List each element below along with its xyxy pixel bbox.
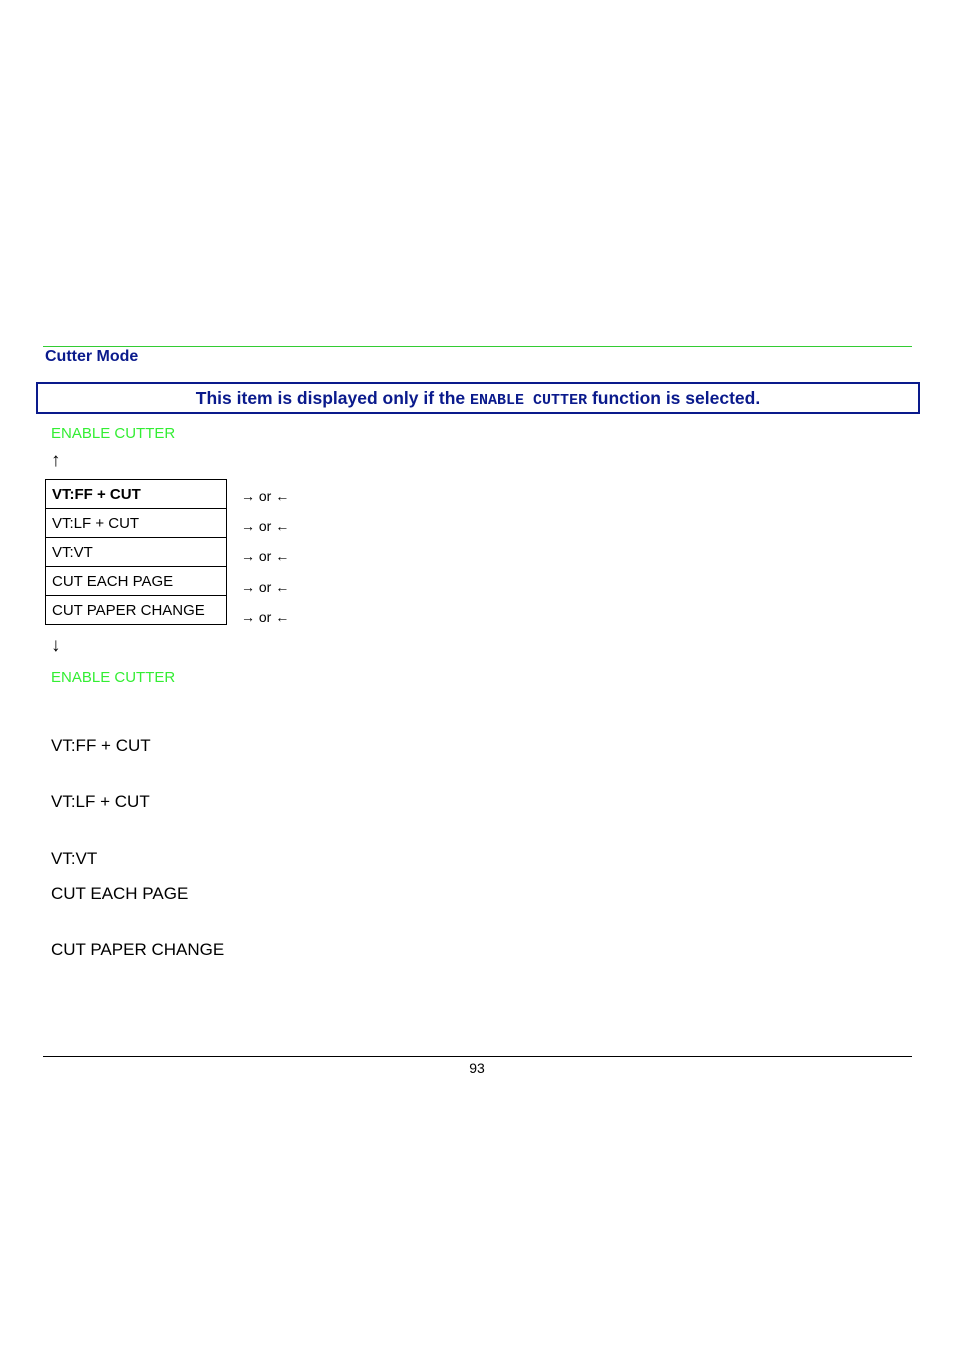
section-divider <box>43 346 912 347</box>
option-row[interactable] <box>46 596 227 625</box>
option-row[interactable] <box>46 509 227 538</box>
description-item: VT:FF + CUT <box>51 736 151 755</box>
option-label[interactable]: CUT PAPER CHANGE <box>46 596 227 625</box>
option-row[interactable] <box>46 480 227 509</box>
nav-hint: → or ← <box>241 609 290 625</box>
nav-hint: → or ← <box>241 518 290 534</box>
notice-code: ENABLE CUTTER <box>470 392 588 409</box>
next-menu-item[interactable]: ENABLE CUTTER <box>51 669 176 686</box>
down-arrow-icon: ↓ <box>51 635 61 656</box>
option-label[interactable]: VT:LF + CUT <box>46 509 227 538</box>
option-label[interactable]: VT:FF + CUT <box>46 480 227 509</box>
description-item: VT:LF + CUT <box>51 792 150 811</box>
notice-suffix: function is selected. <box>591 388 761 408</box>
option-label[interactable]: CUT EACH PAGE <box>46 567 227 596</box>
options-table <box>45 479 227 625</box>
option-row[interactable] <box>46 538 227 567</box>
description-item: CUT PAPER CHANGE <box>51 940 225 959</box>
option-row[interactable] <box>46 567 227 596</box>
description-item: VT:VT <box>51 849 98 868</box>
footer-divider <box>43 1056 912 1057</box>
up-arrow-icon: ↑ <box>51 450 61 471</box>
section-title: Cutter Mode <box>45 348 139 365</box>
nav-hint: → or ← <box>241 579 290 595</box>
description-item: CUT EACH PAGE <box>51 884 189 903</box>
nav-hint: → or ← <box>241 488 290 504</box>
notice-box <box>36 382 920 414</box>
previous-menu-item[interactable]: ENABLE CUTTER <box>51 425 176 442</box>
option-label[interactable]: VT:VT <box>46 538 227 567</box>
page-number: 93 <box>469 1060 485 1076</box>
nav-hint: → or ← <box>241 548 290 564</box>
notice-prefix: This item is displayed only if the <box>195 388 466 408</box>
